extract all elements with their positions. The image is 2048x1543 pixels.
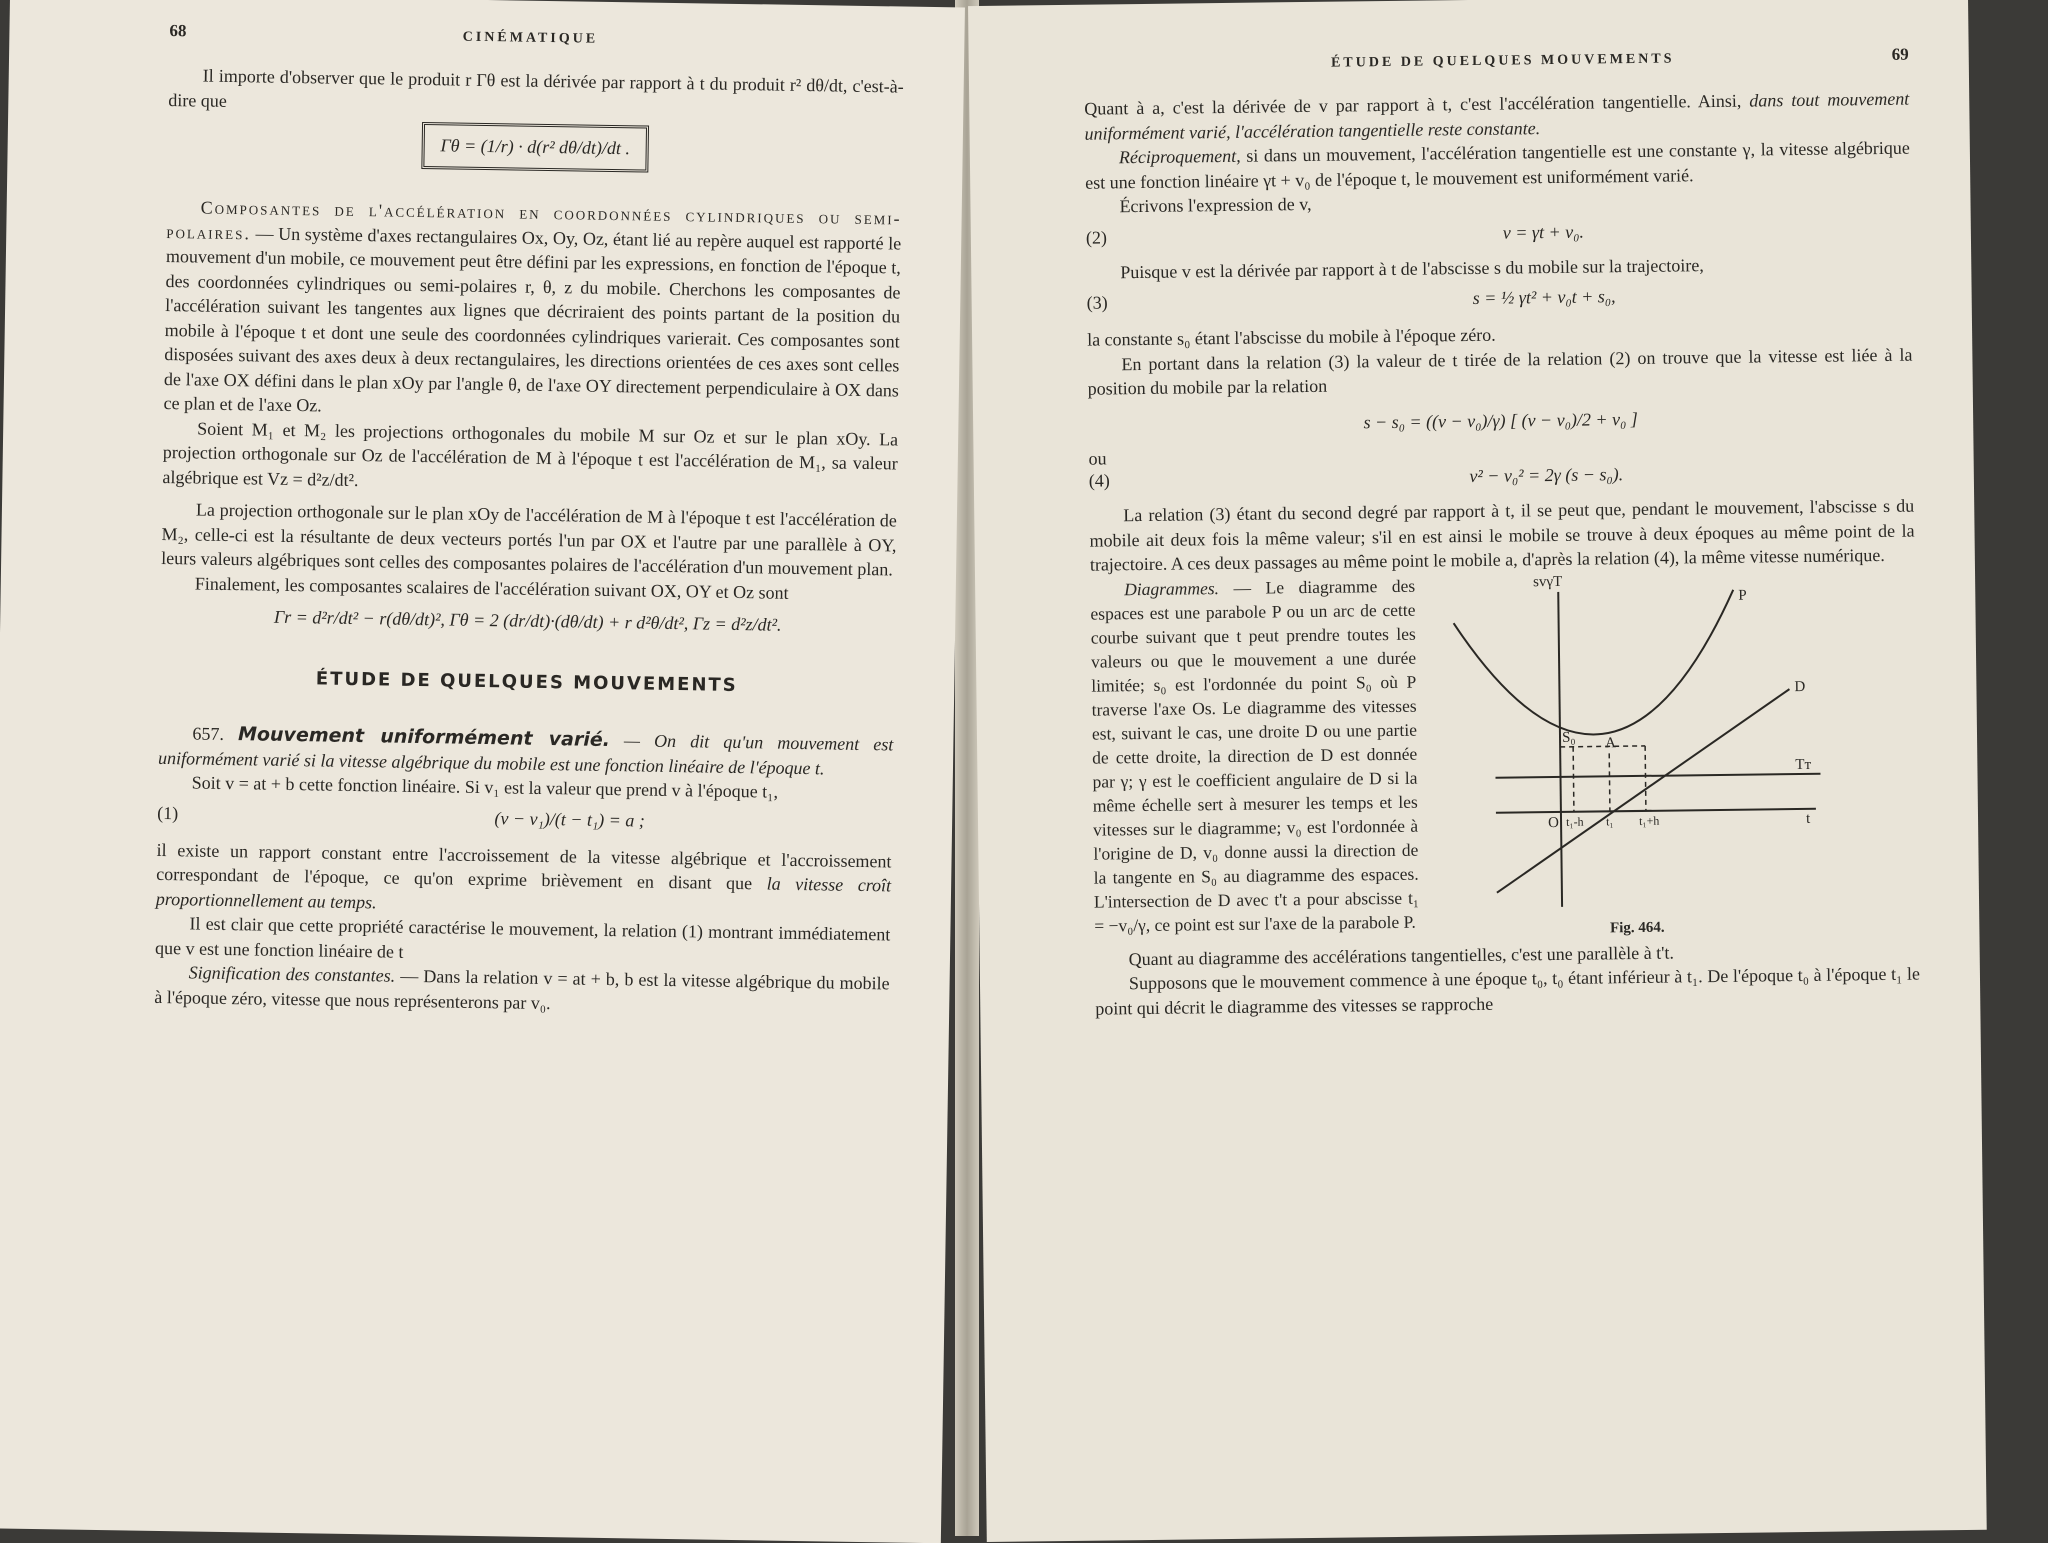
left-paragraph-2 (163, 195, 901, 427)
label-t1-minus-h: t₁-h (1565, 814, 1584, 829)
reciprocal-body: si dans un mouvement, l'accélération tangentielle est une constante γ, la vitesse algébrique est une fonction linéaire γt + v₀ de l'époque t, le mouvement est uniformément varié. (1085, 137, 1910, 193)
equation-1-tag: (1) (157, 802, 179, 823)
right-paragraph-7: La relation (3) étant du second degré par rapport à t, il se peut que, pendant le mouvement, l'abscisse s du mobile ait deux fois la même valeur; s'il en est ainsi le mobile se trouve à deux époques au même point de la trajectoire. A ces deux passages au même point le mobile a, d'après la relation (4), la même vitesse numérique. (1089, 495, 1915, 575)
left-paragraph-3: Soient M₁ et M₂ les projections orthogonales du mobile M sur Oz et sur le plan xOy. La projection orthogonale sur Oz de l'accélération de M à l'époque t est l'accélération de M₁, sa valeur algébrique est Vz = d²z/dt². (162, 417, 899, 490)
equation-4-body: v² − v₀² = 2γ (s − s₀). (1469, 464, 1624, 487)
vertical-axis (1558, 591, 1562, 906)
label-p: P (1738, 587, 1747, 604)
constants-heading: Signification des constantes. (188, 962, 396, 986)
right-paragraph-6: En portant dans la relation (3) la valeur de t tirée de la relation (2) on trouve que la vitesse est liée à la position du mobile par la relation (1087, 344, 1913, 399)
equation-2-tag: (2) (1085, 226, 1107, 248)
acceleration-line-tt (1495, 773, 1820, 777)
left-running-title: CINÉMATIQUE (462, 29, 599, 47)
left-paragraph-1: Il importe d'observer que le produit r Γθ est la dérivée par rapport à t du produit r² dθ/dt, c'est-à-dire que (168, 65, 904, 111)
boxed-formula-text: Γθ = (1/r) · d(r² dθ/dt)/dt . (421, 122, 649, 173)
equation-1-body: (v − v₁)/(t − t₁) = a ; (494, 807, 645, 831)
right-paragraph-4: Puisque v est la dérivée par rapport à t de l'abscisse s du mobile sur la trajectoire, (1120, 254, 1704, 282)
equation-3-body: s = ½ γt² + v₀t + s₀, (1472, 286, 1616, 308)
ou-word: ou (1088, 447, 1107, 469)
label-tt: Tт (1795, 756, 1812, 773)
diagrams-body: — Le diagramme des espaces est une parabole P ou un arc de cette courbe suivant que t peut prendre toutes les valeurs ou que le mouvement a une durée limitée; s₀ est l'ordonnée du point S₀ où P traverse l'axe Os. Le diagramme des vitesses est, suivant le cas, une droite D ou une partie de cette droite, la direction de D est donnée par γ; γ est le coefficient angulaire de D si la même échelle sert à mesurer les temps et les vitesses sur le diagramme; v₀ est l'ordonnée à l'origine de D, v₀ donne aussi la direction de la tangente en S₀ au diagramme des espaces. L'intersection de D avec t't a pour abscisse t₁ = −v₀/γ, ce point est sur l'axe de la parabole P. (1090, 575, 1420, 936)
equation-1 (157, 802, 892, 835)
label-t1: t₁ (1605, 813, 1614, 828)
velocity-line-d (1494, 689, 1791, 893)
right-paragraph-3: Écrivons l'expression de v, (1119, 193, 1312, 217)
dash-t1 (1609, 753, 1610, 811)
label-a: A (1604, 734, 1617, 751)
paragraph-7-text: il existe un rapport constant entre l'accroissement de la vitesse algébrique et l'accroissement correspondant de l'époque, ce qu'on exprime brièvement en disant que (156, 839, 892, 894)
reciprocal-lead: Réciproquement, (1118, 145, 1241, 168)
right-paragraph-1-italic: dans tout mouvement uniformément varié, l'accélération tangentielle reste constante. (1084, 88, 1910, 144)
left-paragraph-8: Il est clair que cette propriété caractérise le mouvement, la relation (1) montrant immédiatement que v est une fonction linéaire de t (154, 913, 891, 962)
dash-t1-minus-h (1573, 746, 1574, 811)
figure-464-svg (1433, 568, 1837, 913)
left-page-number: 68 (169, 21, 187, 41)
article-number: 657. (192, 723, 225, 744)
right-page (968, 0, 1987, 1542)
left-paragraph-7 (156, 837, 892, 922)
cylindrical-body: — Un système d'axes rectangulaires Ox, Oy, Oz, étant lié au repère auquel est rapporté le mouvement d'un mobile, ce mouvement peut être défini par les expressions, en fonction de l'époque t, des coordonnées cylindriques ou semi-polaires r, θ, z du mobile. Cherchons les composantes de l'accélération suivant les tangentes aux lignes que décriraient des points partant de la position du mobile à l'époque t et dont une seule des coordonnées cylindriques varierait. Ces composantes sont disposées suivant des axes deux à deux rectangulaires, les directions orientées de ces axes sont celles de l'axe OX défini dans le plan xOy par l'angle θ, de l'axe OY directement perpendiculaire à OX dans ce plan et de l'axe Oz. (163, 222, 902, 416)
parabola-p (1453, 589, 1735, 735)
equation-2-body: v = γt + v₀. (1502, 221, 1585, 243)
right-paragraph-10: Supposons que le mouvement commence à une époque t₀, t₀ étant inférieur à t₁. De l'époque t₀ à l'époque t₁ le point qui décrit le diagramme des vitesses se rapproche (1095, 963, 1921, 1019)
article-title: Mouvement uniformément varié. (237, 723, 611, 752)
equation-4-tag: (4) (1088, 470, 1110, 491)
left-page (0, 0, 965, 1543)
label-s0: S₀ (1561, 729, 1576, 746)
section-title: ÉTUDE DE QUELQUES MOUVEMENTS (315, 668, 738, 697)
figure-caption: Fig. 464. (1609, 919, 1665, 936)
paragraph-7-italic: la vitesse croît proportionnellement au temps. (155, 873, 892, 912)
constants-body: — Dans la relation v = at + b, b est la vitesse algébrique du mobile à l'époque zéro, vitesse que nous représenterons par v₀. (154, 965, 890, 1013)
right-paragraph-1-text: Quant à a, c'est la dérivée de v par rapport à t, c'est l'accélération tangentielle. Ainsi, (1084, 90, 1742, 119)
components-formula: Γr = d²r/dt² − r(dθ/dt)², Γθ = 2 (dr/dt)·(dθ/dt) + r d²θ/dt², Γz = d²z/dt². (273, 606, 782, 635)
diagrams-heading: Diagrammes. (1124, 577, 1220, 599)
article-definition: — On dit qu'un mouvement est uniformément varié si la vitesse algébrique du mobile est une fonction linéaire de l'époque t. (157, 730, 894, 778)
axis-label: svγT (1533, 573, 1563, 590)
right-running-title: ÉTUDE DE QUELQUES MOUVEMENTS (1330, 51, 1675, 71)
right-running-header (1084, 45, 1909, 75)
section-heading-cylindrical: Composantes de l'accélération en coordonnées cylindriques ou semi-polaires. (166, 197, 902, 243)
label-d: D (1794, 678, 1806, 695)
label-t: t (1805, 810, 1811, 827)
dash-t1-plus-h (1645, 745, 1646, 810)
left-paragraph-5: Finalement, les composantes scalaires de l'accélération suivant OX, OY et Oz sont (194, 572, 789, 603)
right-paragraph-9: Quant au diagramme des accélérations tangentielles, c'est une parallèle à t't. (1128, 942, 1675, 969)
equation-2 (1086, 217, 1911, 248)
left-paragraph-9 (154, 960, 890, 1021)
figure-464 (1433, 568, 1837, 939)
right-page-number: 69 (1891, 44, 1909, 64)
equation-middle: s − s₀ = ((v − v₀)/γ) [ (v − v₀)/2 + v₀ ] (1363, 408, 1638, 432)
left-paragraph-4: La projection orthogonale sur le plan xOy de l'accélération de M à l'époque t est l'accélération de M₂, celle-ci est la résultante de deux vecteurs portés l'un par OX et l'autre par une parallèle à OY, leurs valeurs algébriques sont celles des composantes polaires de l'accélération d'un mouvement plan. (161, 499, 898, 580)
left-running-header (169, 21, 904, 53)
equation-3-tag: (3) (1086, 292, 1108, 313)
equation-3 (1087, 283, 1912, 314)
boxed-formula (167, 118, 903, 177)
diagram-text (1090, 573, 1419, 943)
diagram-paragraph (1090, 573, 1419, 937)
left-paragraph-6: Soit v = at + b cette fonction linéaire. Si v₁ est la valeur que prend v à l'époque t₁, (191, 772, 779, 802)
label-o: O (1547, 814, 1559, 831)
right-paragraph-5: la constante s₀ étant l'abscisse du mobile à l'époque zéro. (1086, 324, 1496, 350)
horizontal-axis-t (1496, 808, 1816, 812)
label-t1-plus-h: t₁+h (1638, 813, 1660, 828)
diagram-section (1090, 567, 1919, 943)
